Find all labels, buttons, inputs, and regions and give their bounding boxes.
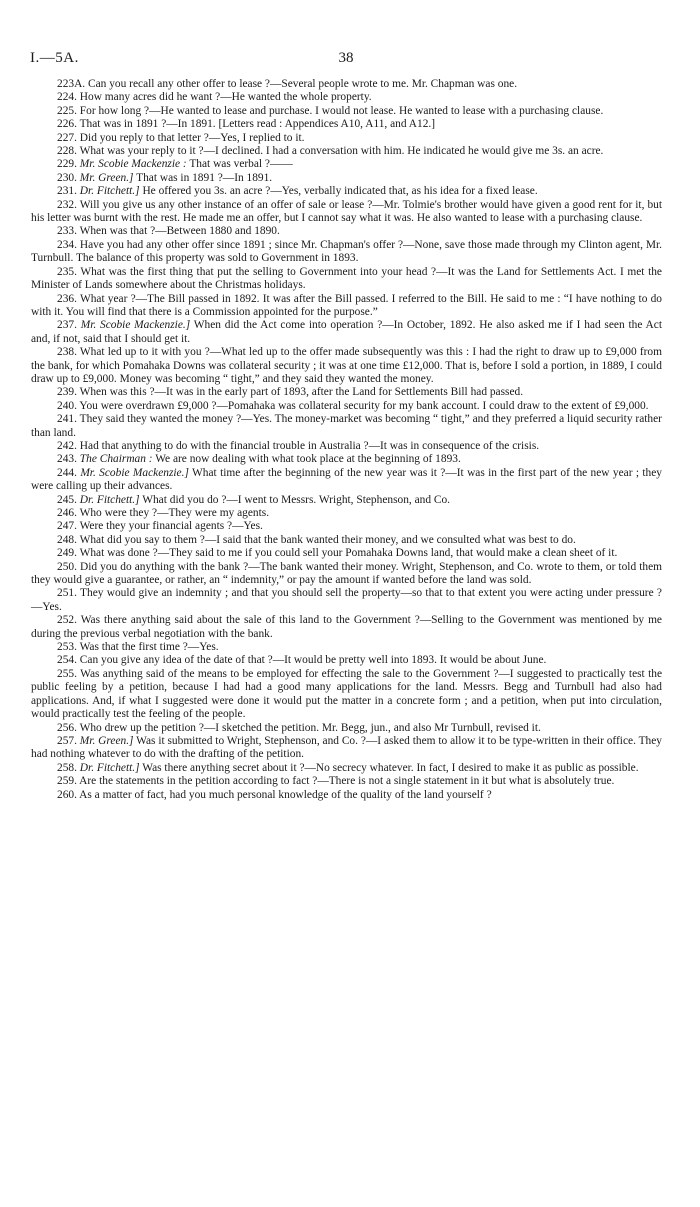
question-number: 248.	[57, 533, 77, 546]
testimony-text	[31, 78, 662, 802]
question-number: 224.	[57, 91, 77, 104]
question-paragraph	[31, 775, 662, 788]
question-paragraph	[31, 293, 662, 320]
question-paragraph	[31, 453, 662, 466]
question-text: Was there anything said about the sale of this land to the Government ?—Selling to the Government was mentioned by me during the previous verbal negotiation with the bank.	[31, 614, 662, 640]
question-text: That was verbal ?——	[186, 158, 293, 171]
question-paragraph	[31, 346, 662, 386]
question-number: 256.	[57, 721, 77, 734]
speaker-label: Mr. Scobie Mackenzie.]	[80, 319, 191, 332]
question-paragraph	[31, 467, 662, 494]
question-number: 252.	[57, 614, 77, 627]
question-number: 255.	[57, 667, 77, 680]
question-number: 243.	[57, 453, 77, 466]
question-number: 238.	[57, 346, 77, 359]
question-text: Are the statements in the petition according to fact ?—There is not a single statement in it but what is absolutely true.	[79, 775, 615, 788]
question-paragraph	[31, 132, 662, 145]
question-number: 229.	[57, 158, 77, 171]
question-text: As a matter of fact, had you much personal knowledge of the quality of the land yourself ?	[79, 788, 492, 801]
question-number: 239.	[57, 386, 77, 399]
document-reference: I.—5A.	[30, 50, 79, 66]
question-number: 253.	[57, 641, 77, 654]
question-paragraph	[31, 547, 662, 560]
question-text: What was your reply to it ?—I declined. I had a conversation with him. He indicated he would give me 3s. an acre.	[79, 145, 604, 158]
question-text: What was the first thing that put the selling to Government into your head ?—It was the Land for Settlements Act. I met the Minister of Lands somewhere about the Christmas holidays.	[31, 265, 662, 292]
question-text: Had that anything to do with the financial trouble in Australia ?—It was in consequence of the crisis.	[79, 439, 540, 452]
question-number: 236.	[57, 292, 77, 305]
question-paragraph	[31, 185, 662, 198]
question-text: Can you recall any other offer to lease ?—Several people wrote to me. Mr. Chapman was one.	[88, 78, 518, 90]
question-paragraph	[31, 440, 662, 453]
question-number: 254.	[57, 654, 77, 667]
question-number: 247.	[57, 520, 77, 533]
question-number: 245.	[57, 493, 77, 506]
speaker-label: Mr. Scobie Mackenzie :	[79, 158, 187, 171]
question-number: 244.	[57, 466, 77, 479]
question-paragraph	[31, 172, 662, 185]
question-text: Did you reply to that letter ?—Yes, I replied to it.	[79, 131, 305, 144]
question-number: 260.	[57, 788, 77, 801]
question-text: That was in 1891 ?—In 1891.	[133, 171, 273, 184]
page-header	[30, 50, 662, 72]
question-number: 237.	[57, 319, 77, 332]
question-paragraph	[31, 668, 662, 722]
question-text: What did you say to them ?—I said that the bank wanted their money, and we consulted what was best to do.	[79, 533, 576, 546]
question-text: We are now dealing with what took place at the beginning of 1893.	[152, 453, 461, 466]
question-text: Were they your financial agents ?—Yes.	[79, 520, 263, 533]
question-paragraph	[31, 722, 662, 735]
page-number: 38	[338, 50, 354, 66]
question-paragraph	[31, 145, 662, 158]
question-text: He offered you 3s. an acre ?—Yes, verbally indicated that, as his idea for a fixed lease.	[139, 185, 538, 198]
question-paragraph	[31, 654, 662, 667]
question-paragraph	[31, 400, 662, 413]
question-paragraph	[31, 199, 662, 226]
question-paragraph	[31, 789, 662, 802]
question-paragraph	[31, 520, 662, 533]
question-number: 228.	[57, 145, 77, 158]
question-text: Was anything said of the means to be employed for effecting the sale to the Government ?—I suggested to practically test the public feeling by a petition, because I had had a good many applications for the land. Messrs. Begg and Turnbull had also had applications. And, if what I suggested were done it would put the matter in a concrete form ; and a petition, when put into circulation, would practically test the feeling of the people.	[31, 667, 662, 721]
question-paragraph	[31, 225, 662, 238]
question-paragraph	[31, 641, 662, 654]
question-paragraph	[31, 507, 662, 520]
question-text: For how long ?—He wanted to lease and purchase. I would not lease. He wanted to lease with a purchasing clause.	[79, 104, 604, 117]
question-text: They said they wanted the money ?—Yes. The money-market was becoming “ tight,” and they preferred a liquid security rather than land.	[31, 413, 662, 439]
question-number: 242.	[57, 439, 77, 452]
speaker-label: Dr. Fitchett.]	[79, 493, 140, 506]
question-text: Can you give any idea of the date of that ?—It would be pretty well into 1893. It would be about June.	[79, 654, 547, 667]
question-paragraph	[31, 91, 662, 104]
question-text: Was that the first time ?—Yes.	[79, 641, 219, 654]
question-paragraph	[31, 118, 662, 131]
question-paragraph	[31, 158, 662, 171]
question-paragraph	[31, 386, 662, 399]
speaker-label: The Chairman :	[79, 453, 153, 466]
question-number: 259.	[57, 775, 77, 788]
question-text: That was in 1891 ?—In 1891. [Letters read : Appendices A10, A11, and A12.]	[79, 118, 436, 131]
question-number: 232.	[57, 198, 77, 211]
question-text: Was there anything secret about it ?—No secrecy whatever. In fact, I desired to make it as public as possible.	[139, 761, 639, 774]
question-text: When was that ?—Between 1880 and 1890.	[79, 225, 280, 238]
question-number: 241.	[57, 413, 77, 426]
question-paragraph	[31, 587, 662, 614]
question-number: 226.	[57, 118, 77, 131]
speaker-label: Mr. Green.]	[79, 734, 134, 747]
question-number: 234.	[57, 238, 77, 251]
speaker-label: Mr. Scobie Mackenzie.]	[80, 466, 189, 479]
question-text: What year ?—The Bill passed in 1892. It was after the Bill passed. I referred to the Bill. He said to me : “I have nothing to do with it. You will find that there is a Commission appointed for the purpose.”	[31, 292, 662, 318]
question-paragraph	[31, 494, 662, 507]
question-paragraph	[31, 735, 662, 762]
question-text: Will you give us any other instance of an offer of sale or lease ?—Mr. Tolmie's brother would have given a good rent for it, but his letter was burnt with the rest. He made me an offer, but I cannot say what it was. He also wanted to lease with a purchasing clause.	[31, 198, 662, 225]
question-text: Have you had any other offer since 1891 ; since Mr. Chapman's offer ?—None, save those made through my Clinton agent, Mr. Turnbull. The balance of this property was sold to Government in 1893.	[31, 238, 662, 265]
question-text: Was it submitted to Wright, Stephenson, and Co. ?—I asked them to allow it to be type-written in their office. They had nothing whatever to do with the drafting of the petition.	[31, 734, 662, 761]
question-paragraph	[31, 534, 662, 547]
question-number: 257.	[57, 734, 77, 747]
question-text: How many acres did he want ?—He wanted the whole property.	[79, 91, 372, 104]
question-text: You were overdrawn £9,000 ?—Pomahaka was collateral security for my bank account. I could draw to the extent of £9,000.	[79, 399, 649, 412]
question-text: What time after the beginning of the new year was it ?—It was in the first part of the new year ; they were calling up their advances.	[31, 466, 662, 493]
question-paragraph	[31, 561, 662, 588]
question-text: Who drew up the petition ?—I sketched the petition. Mr. Begg, jun., and also Mr Turnbull, revised it.	[79, 721, 541, 734]
question-paragraph	[31, 413, 662, 440]
question-paragraph	[31, 239, 662, 266]
question-text: What led up to it with you ?—What led up to the offer made subsequently was this : I had the right to draw up to £9,000 from the bank, for which Pomahaka Downs was collateral security ; it was at one time £12,000. That is, before I sold a portion, in 1889, I could draw up to £9,000. Money was becoming “ tight,” and they said they wanted the money.	[31, 346, 662, 385]
question-text: What was done ?—They said to me if you could sell your Pomahaka Downs land, that would make a clean sheet of it.	[79, 547, 618, 560]
question-paragraph	[31, 762, 662, 775]
question-number: 235.	[57, 265, 77, 278]
question-number: 223A.	[57, 78, 86, 90]
question-text: They would give an indemnity ; and that you should sell the property—so that to that extent you were acting under pressure ?—Yes.	[31, 587, 662, 613]
question-number: 251.	[57, 587, 77, 600]
question-text: Did you do anything with the bank ?—The bank wanted their money. Wright, Stephenson, and Co. wrote to them, or told them they would give a guarantee, or rather, an “ indemnity,” or pay the amount if wanted before the land was sold.	[31, 560, 662, 587]
question-number: 250.	[57, 560, 77, 573]
question-text: What did you do ?—I went to Messrs. Wright, Stephenson, and Co.	[139, 493, 451, 506]
question-number: 258.	[57, 761, 77, 774]
question-text: Who were they ?—They were my agents.	[79, 507, 270, 519]
question-number: 227.	[57, 131, 77, 144]
question-paragraph	[31, 614, 662, 641]
speaker-label: Dr. Fitchett.]	[79, 185, 140, 198]
question-number: 249.	[57, 547, 77, 560]
question-paragraph	[31, 105, 662, 118]
question-paragraph	[31, 78, 662, 91]
question-number: 230.	[57, 171, 77, 184]
question-number: 231.	[57, 185, 77, 198]
speaker-label: Dr. Fitchett.]	[79, 761, 140, 774]
question-paragraph	[31, 319, 662, 346]
question-number: 225.	[57, 104, 77, 117]
question-text: When was this ?—It was in the early part of 1893, after the Land for Settlements Bill had passed.	[79, 386, 524, 399]
question-number: 240.	[57, 399, 77, 412]
speaker-label: Mr. Green.]	[79, 171, 134, 184]
question-text: When did the Act come into operation ?—In October, 1892. He also asked me if I had seen the Act and, if not, said that I should get it.	[31, 319, 662, 345]
question-number: 233.	[57, 225, 77, 238]
question-number: 246.	[57, 507, 77, 519]
question-paragraph	[31, 266, 662, 293]
